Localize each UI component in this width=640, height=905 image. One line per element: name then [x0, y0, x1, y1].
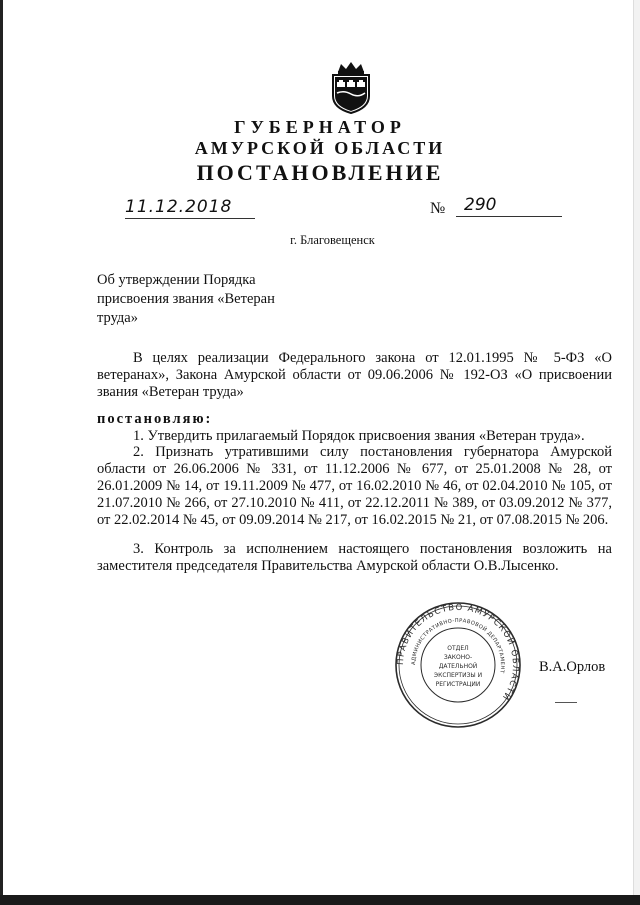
region-title: АМУРСКОЙ ОБЛАСТИ [194, 138, 446, 158]
stamp-center-line: РЕГИСТРАЦИИ [435, 681, 481, 688]
item-1-paragraph: 1. Утвердить прилагаемый Порядок присвоения звания «Ветеран труда». [133, 428, 585, 444]
stamp-center-line: ДАТЕЛЬНОЙ [438, 663, 478, 670]
item-2-paragraph: 2. Признать утратившими силу постановления губернатора Амурской области от 26.06.2006 № 331, от 11.12.2006 № 677, от 25.01.2008 № 28, от 26.01.2009 № 14, от 19.11.2009 № 477, от 16.02.2010 № 46, от 02.04.2010 № 105, от 21.07.2010 № 266, от 27.10.2010 № 411, от 22.12.2011 № 389, от 03.09.2012 № 377, от 22.02.2014 № 45, от 09.09.2014 № 217, от 16.02.2015 № 21, от 07.08.2015 № 206. [97, 444, 612, 528]
city: г. Благовещенск [290, 233, 375, 247]
document-subject: Об утверждении Порядка присвоения звания «Ветеран труда» [97, 272, 275, 326]
stamp-center-line: ЭКСПЕРТИЗЫ И [433, 672, 483, 679]
document-type-title: ПОСТАНОВЛЕНИЕ [196, 160, 444, 185]
coat-of-arms-icon [328, 60, 374, 115]
preamble-paragraph: В целях реализации Федерального закона от 12.01.1995 № 5-ФЗ «О ветеранах», Закона Амурской области от 09.06.2006 № 192-ОЗ «О присвоении звания «Ветеран труда» [97, 350, 612, 400]
stamp-inner-ring-text: АДМИНИСТРАТИВНО-ПРАВОВОЙ ДЕПАРТАМЕНТ [410, 617, 506, 674]
scan-edge-bottom [0, 895, 640, 905]
signatory-name: В.А.Орлов [539, 659, 606, 675]
stamp-center-line: ОТДЕЛ [447, 645, 469, 652]
authority-title: ГУБЕРНАТОР [234, 117, 406, 137]
stamp-ring-text: ПРАВИТЕЛЬСТВО АМУРСКОЙ ОБЛАСТИ [395, 602, 521, 703]
signature-mark [555, 702, 577, 703]
decree-word: постановляю: [97, 411, 213, 427]
official-stamp [393, 600, 523, 730]
stamp-center-line: ЗАКОНО- [443, 654, 473, 661]
document-number: 290 [456, 194, 562, 217]
item-3-paragraph: 3. Контроль за исполнением настоящего постановления возложить на заместителя председателя Правительства Амурской области О.В.Лысенко. [97, 541, 612, 574]
document-date: 11.12.2018 [125, 196, 255, 219]
number-label: № [430, 200, 446, 217]
